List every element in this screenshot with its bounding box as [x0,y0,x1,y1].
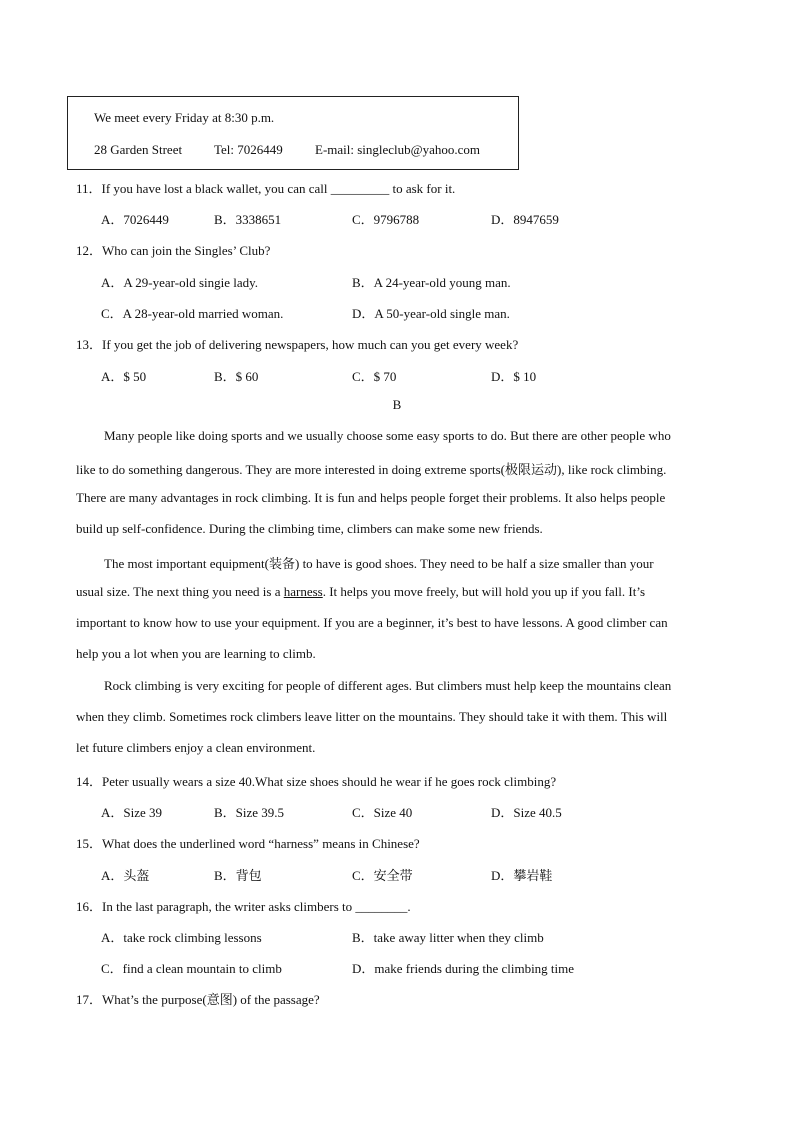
passage-line: Many people like doing sports and we usually choose some easy sports to do. But there are other people who [104,428,671,443]
q15-option-a: A．头盔 [101,868,150,883]
question-14: 14．Peter usually wears a size 40.What size shoes should he wear if he goes rock climbing? [76,774,557,789]
q16-option-a: A．take rock climbing lessons [101,930,262,945]
q12-option-b: B．A 24-year-old young man. [352,275,511,290]
q14-option-b: B．Size 39.5 [214,805,285,820]
q15-option-c: C．安全带 [352,868,413,883]
q16-option-d: D．make friends during the climbing time [352,961,575,976]
question-11: 11．If you have lost a black wallet, you can call _________ to ask for it. [76,181,456,196]
q14-option-a: A．Size 39 [101,805,163,820]
q14-option-c: C．Size 40 [352,805,413,820]
q11-option-b: B．3338651 [214,212,282,227]
underlined-word-harness: harness [283,584,323,599]
q13-option-b: B．$ 60 [214,369,259,384]
passage-line: like to do something dangerous. They are more interested in doing extreme sports(极限运动), like rock climbing. [76,462,667,477]
q12-option-c: C．A 28-year-old married woman. [101,306,284,321]
address-text: 28 Garden Street [94,142,183,157]
q16-option-c: C．find a clean mountain to climb [101,961,282,976]
question-15: 15．What does the underlined word “harness” means in Chinese? [76,836,420,851]
q13-option-a: A．$ 50 [101,369,147,384]
question-16: 16．In the last paragraph, the writer asks climbers to ________. [76,899,411,914]
q13-option-d: D．$ 10 [491,369,537,384]
passage-line: help you a lot when you are learning to climb. [76,646,316,661]
section-heading: B [392,397,402,412]
passage-line: Rock climbing is very exciting for people of different ages. But climbers must help keep the mountains clean [104,678,672,693]
q15-option-d: D．攀岩鞋 [491,868,553,883]
question-17: 17．What’s the purpose(意图) of the passage? [76,992,320,1007]
passage-text: usual size. The next thing you need is a [76,584,284,599]
passage-line: There are many advantages in rock climbing. It is fun and helps people forget their problems. It also helps people [76,490,666,505]
question-13: 13．If you get the job of delivering newspapers, how much can you get every week? [76,337,519,352]
passage-line-with-underline [76,584,719,600]
passage-text: . It helps you move freely, but will hold you up if you fall. It’s [322,584,646,599]
passage-line: The most important equipment(装备) to have is good shoes. They need to be half a size smaller than your [104,556,654,571]
q12-option-a: A．A 29-year-old singie lady. [101,275,259,290]
club-info-box [67,96,519,170]
passage-line: important to know how to use your equipment. If you are a beginner, it’s best to have lessons. A good climber can [76,615,668,630]
question-12: 12．Who can join the Singles’ Club? [76,243,271,258]
passage-line: when they climb. Sometimes rock climbers leave litter on the mountains. They should take it with them. This will [76,709,668,724]
q11-option-c: C．9796788 [352,212,420,227]
meeting-time-text: We meet every Friday at 8:30 p.m. [94,110,275,125]
q12-option-d: D．A 50-year-old single man. [352,306,510,321]
passage-line: let future climbers enjoy a clean environment. [76,740,316,755]
q11-option-d: D．8947659 [491,212,559,227]
q15-option-b: B．背包 [214,868,262,883]
email-text: E-mail: singleclub@yahoo.com [315,142,481,157]
q16-option-b: B．take away litter when they climb [352,930,544,945]
q11-option-a: A．7026449 [101,212,169,227]
q14-option-d: D．Size 40.5 [491,805,562,820]
passage-line: build up self-confidence. During the climbing time, climbers can make some new friends. [76,521,543,536]
tel-text: Tel: 7026449 [214,142,283,157]
q13-option-c: C．$ 70 [352,369,397,384]
